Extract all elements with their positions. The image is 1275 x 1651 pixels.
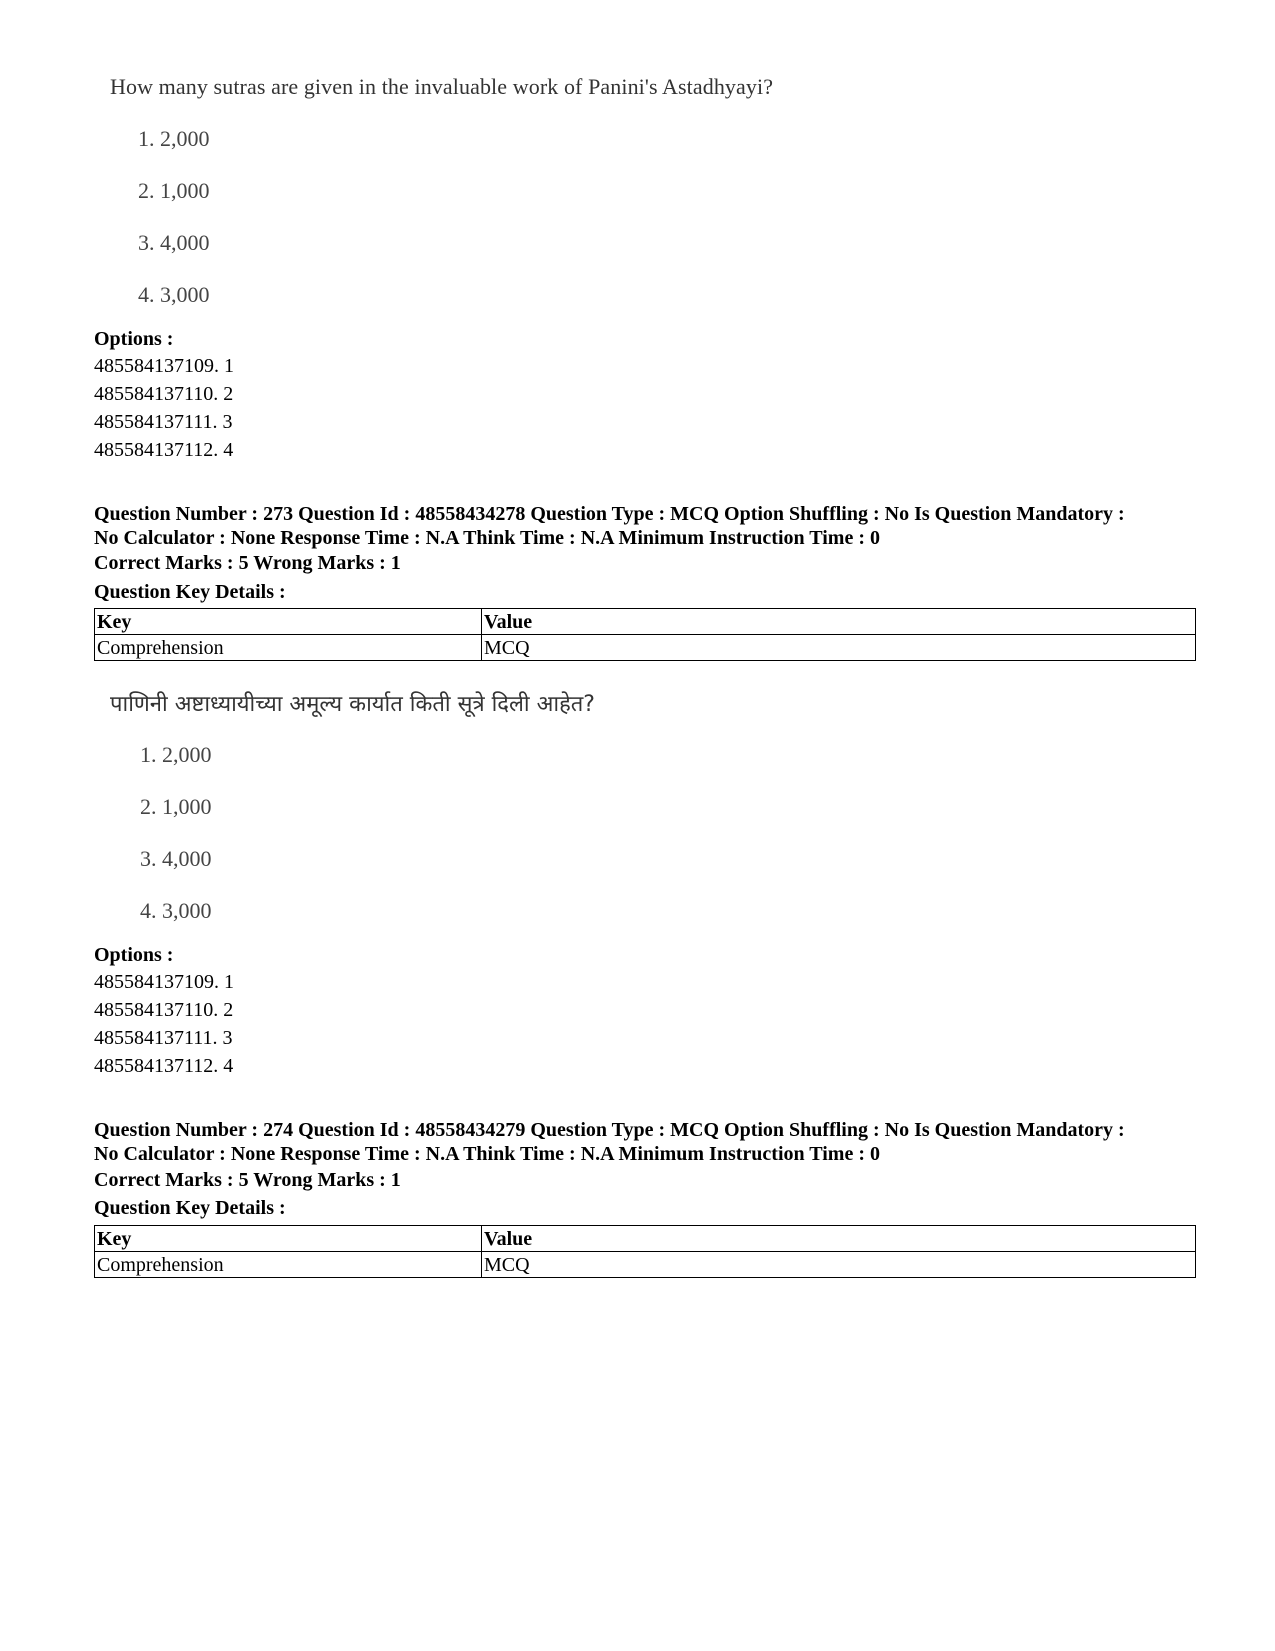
table-row [95,1252,1196,1278]
table-header-value: Value [482,1226,1196,1252]
table-cell-value: MCQ [482,635,1196,661]
table-cell-key: Comprehension [95,635,482,661]
choice-2: 2. 1,000 [140,794,212,819]
option-line: 485584137112. 4 [94,439,234,461]
choice-4: 4. 3,000 [140,898,212,923]
meta-line-1: Question Number : 273 Question Id : 48558434278 Question Type : MCQ Option Shuffling : No Is Question Mandatory : [94,503,1125,525]
option-line: 485584137111. 3 [94,411,233,433]
table-header-row [95,609,1196,635]
choice-1: 1. 2,000 [140,742,212,767]
choice-3: 3. 4,000 [140,846,212,871]
table-cell-key: Comprehension [95,1252,482,1278]
option-line: 485584137110. 2 [94,999,234,1021]
key-details-label: Question Key Details : [94,1197,286,1219]
option-line: 485584137111. 3 [94,1027,233,1049]
choice-4: 4. 3,000 [138,282,210,307]
table-header-value: Value [482,609,1196,635]
question-text-marathi: पाणिनी अष्टाध्यायीच्या अमूल्य कार्यात किती सूत्रे दिली आहेत? [110,692,595,717]
table-row [95,635,1196,661]
table-cell-value: MCQ [482,1252,1196,1278]
question-meta-273 [94,502,1204,550]
table-header-row [95,1226,1196,1252]
table-header-key: Key [95,1226,482,1252]
question-meta-274 [94,1118,1204,1166]
options-label: Options : [94,328,174,350]
choice-1: 1. 2,000 [138,126,210,151]
key-details-table [94,608,1196,661]
meta-line-2: No Calculator : None Response Time : N.A Think Time : N.A Minimum Instruction Time : 0 [94,1143,880,1165]
table-header-key: Key [95,609,482,635]
option-line: 485584137109. 1 [94,971,234,993]
key-details-label: Question Key Details : [94,581,286,603]
meta-line-1: Question Number : 274 Question Id : 48558434279 Question Type : MCQ Option Shuffling : No Is Question Mandatory : [94,1119,1125,1141]
choice-2: 2. 1,000 [138,178,210,203]
marks-line: Correct Marks : 5 Wrong Marks : 1 [94,552,401,574]
question-text-english: How many sutras are given in the invaluable work of Panini's Astadhyayi? [110,74,774,99]
option-line: 485584137110. 2 [94,383,234,405]
options-label: Options : [94,944,174,966]
option-line: 485584137109. 1 [94,355,234,377]
key-details-table [94,1225,1196,1278]
meta-line-2: No Calculator : None Response Time : N.A Think Time : N.A Minimum Instruction Time : 0 [94,527,880,549]
marks-line: Correct Marks : 5 Wrong Marks : 1 [94,1169,401,1191]
option-line: 485584137112. 4 [94,1055,234,1077]
choice-3: 3. 4,000 [138,230,210,255]
